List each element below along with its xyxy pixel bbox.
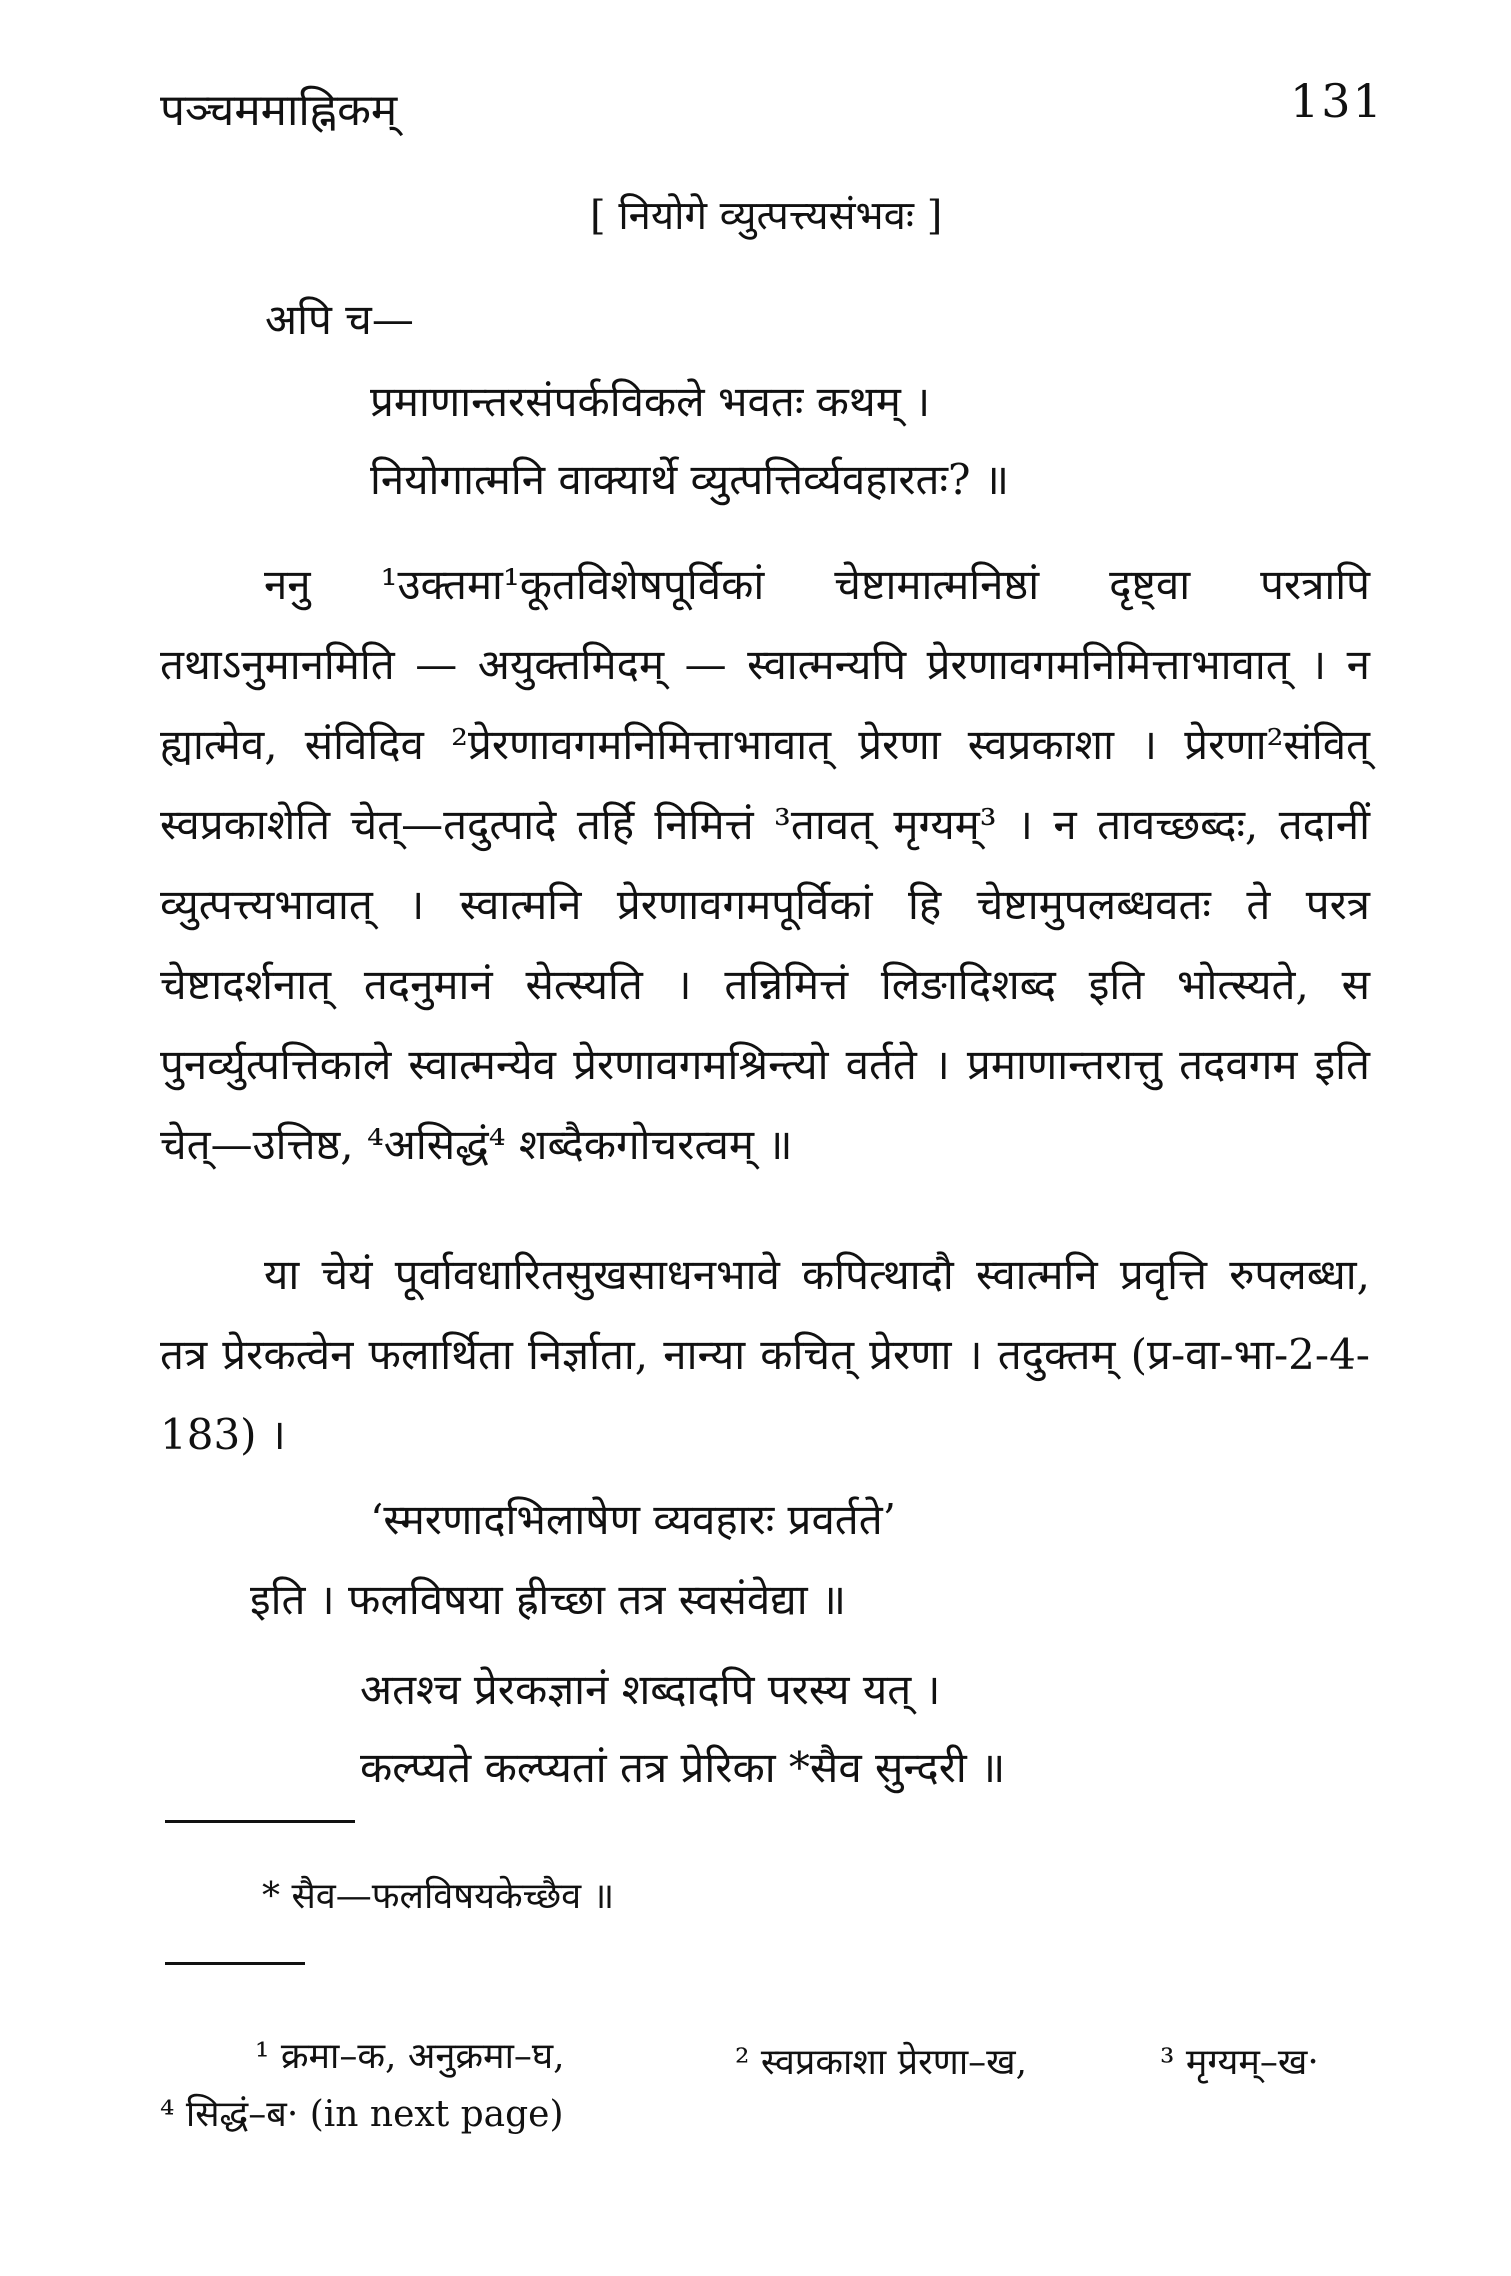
paragraph-2: या चेयं पूर्वावधारितसुखसाधनभावे कपित्थादौ स्वात्मनि प्रवृत्ति रुपलब्धा, तत्र प्रेरकत्वेन फलार्थिता निर्ज्ञाता, नान्या कचित् प्रेरणा । तदुक्तम् (प्र-वा-भा-2-4-183) । xyxy=(160,1250,1370,1459)
footnote-1: ¹ क्रमा–क, अनुक्रमा–घ, xyxy=(255,2036,565,2077)
separator-rule-1 xyxy=(165,1820,355,1823)
verse2-line1: अतश्च प्रेरकज्ञानं शब्दादपि परस्य यत् । xyxy=(360,1665,941,1714)
page-number: 131 xyxy=(1290,74,1384,128)
verse1-line2: नियोगात्मनि वाक्यार्थे व्युत्पत्तिर्व्यवहारतः? ॥ xyxy=(370,455,1009,504)
verse1-line1: प्रमाणान्तरसंपर्कविकले भवतः कथम् । xyxy=(370,377,931,426)
star-footnote: * सैव—फलविषयकेच्छैव ॥ xyxy=(262,1876,615,1917)
verse2-line2: कल्प्यते कल्प्यतां तत्र प्रेरिका *सैव सुन्दरी ॥ xyxy=(360,1743,1006,1792)
footnote-3: ³ मृग्यम्–ख· xyxy=(1160,2042,1319,2083)
iti-line: इति । फलविषया ह्रीच्छा तत्र स्वसंवेद्या ॥ xyxy=(250,1575,847,1624)
quote-line: ‘स्मरणादभिलाषेण व्यवहारः प्रवर्तते’ xyxy=(370,1495,897,1544)
section-title: [ नियोगे व्युत्पत्त्यसंभवः ] xyxy=(590,193,943,239)
paragraph-1: ननु ¹उक्तमा¹कूतविशेषपूर्विकां चेष्टामात्मनिष्ठां दृष्ट्वा परत्रापि तथाऽनुमानमिति — अयुक्तमिदम् — स्वात्मन्यपि प्रेरणावगमनिमित्ताभावात् । न ह्यात्मेव, संविदिव ²प्रेरणावगमनिमित्ताभावात् प्रेरणा स्वप्रकाशा । प्रेरणा²संवित् स्वप्रकाशेति चेत्—तदुत्पादे तर्हि निमित्तं ³तावत् मृग्यम्³ । न तावच्छब्दः, तदानीं व्युत्पत्त्यभावात् । स्वात्मनि प्रेरणावगमपूर्विकां हि चेष्टामुपलब्धवतः ते परत्र चेष्टादर्शनात् तदनुमानं सेत्स्यति । तन्निमित्तं लिङादिशब्द इति भोत्स्यते, स पुनर्व्युत्पत्तिकाले स्वात्मन्येव प्रेरणावगमश्रिन्त्यो वर्तते । प्रमाणान्तरात्तु तदवगम इति चेत्—उत्तिष्ठ, ⁴असिद्धं⁴ शब्दैकगोचरत्वम् ॥ xyxy=(160,560,1370,1169)
footnote-4: ⁴ सिद्धं–ब· (in next page) xyxy=(160,2094,564,2135)
separator-rule-2 xyxy=(165,1962,305,1965)
running-head: पञ्चममाह्निकम् xyxy=(160,85,398,136)
footnote-2: ² स्वप्रकाशा प्रेरणा–ख, xyxy=(735,2042,1028,2083)
api-ca-heading: अपि च— xyxy=(265,295,414,344)
